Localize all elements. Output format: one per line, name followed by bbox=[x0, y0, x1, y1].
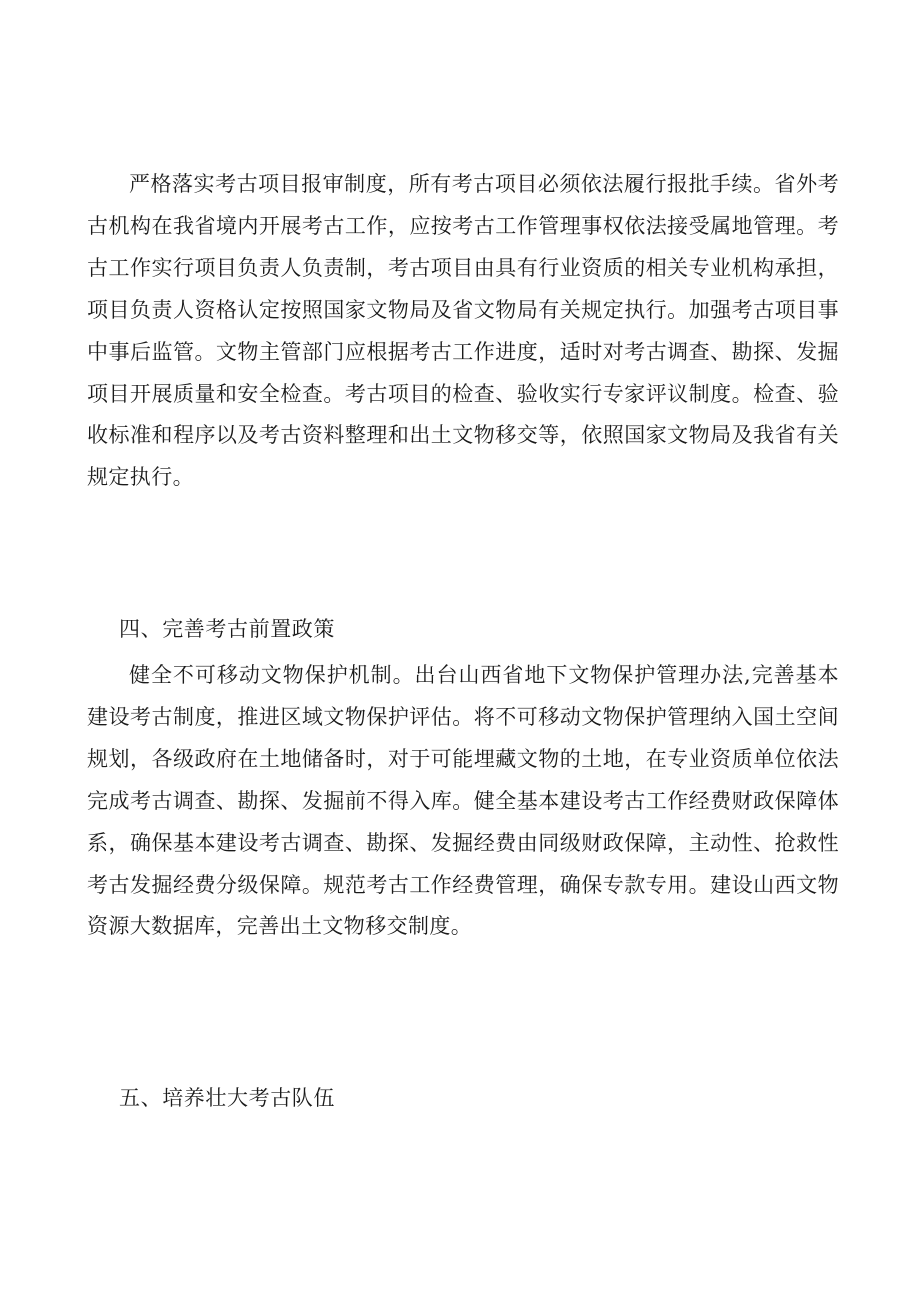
paragraph-project-approval: 严格落实考古项目报审制度，所有考古项目必须依法履行报批手续。省外考古机构在我省境内开展考古工作，应按考古工作管理事权依法接受属地管理。考古工作实行项目负责人负责制，考古项目由具有行业资质的相关专业机构承担，项目负责人资格认定按照国家文物局及省文物局有关规定执行。加强考古项目事中事后监管。文物主管部门应根据考古工作进度，适时对考古调查、勘探、发掘项目开展质量和安全检查。考古项目的检查、验收实行专家评议制度。检查、验收标准和程序以及考古资料整理和出土文物移交等，依照国家文物局及我省有关规定执行。 bbox=[87, 172, 839, 490]
paragraph-heritage-protection: 健全不可移动文物保护机制。出台山西省地下文物保护管理办法,完善基本建设考古制度，推进区域文物保护评估。将不可移动文物保护管理纳入国土空间规划，各级政府在土地储备时，对于可能埋藏文物的土地，在专业资质单位依法完成考古调查、勘探、发掘前不得入库。健全基本建设考古工作经费财政保障体系，确保基本建设考古调查、勘探、发掘经费由同级财政保障，主动性、抢救性考古发掘经费分级保障。规范考古工作经费管理，确保专款专用。建设山西文物资源大数据库，完善出土文物移交制度。 bbox=[87, 663, 839, 939]
section-heading-5: 五、培养壮大考古队伍 bbox=[119, 1086, 335, 1110]
section-heading-4: 四、完善考古前置政策 bbox=[119, 617, 335, 641]
